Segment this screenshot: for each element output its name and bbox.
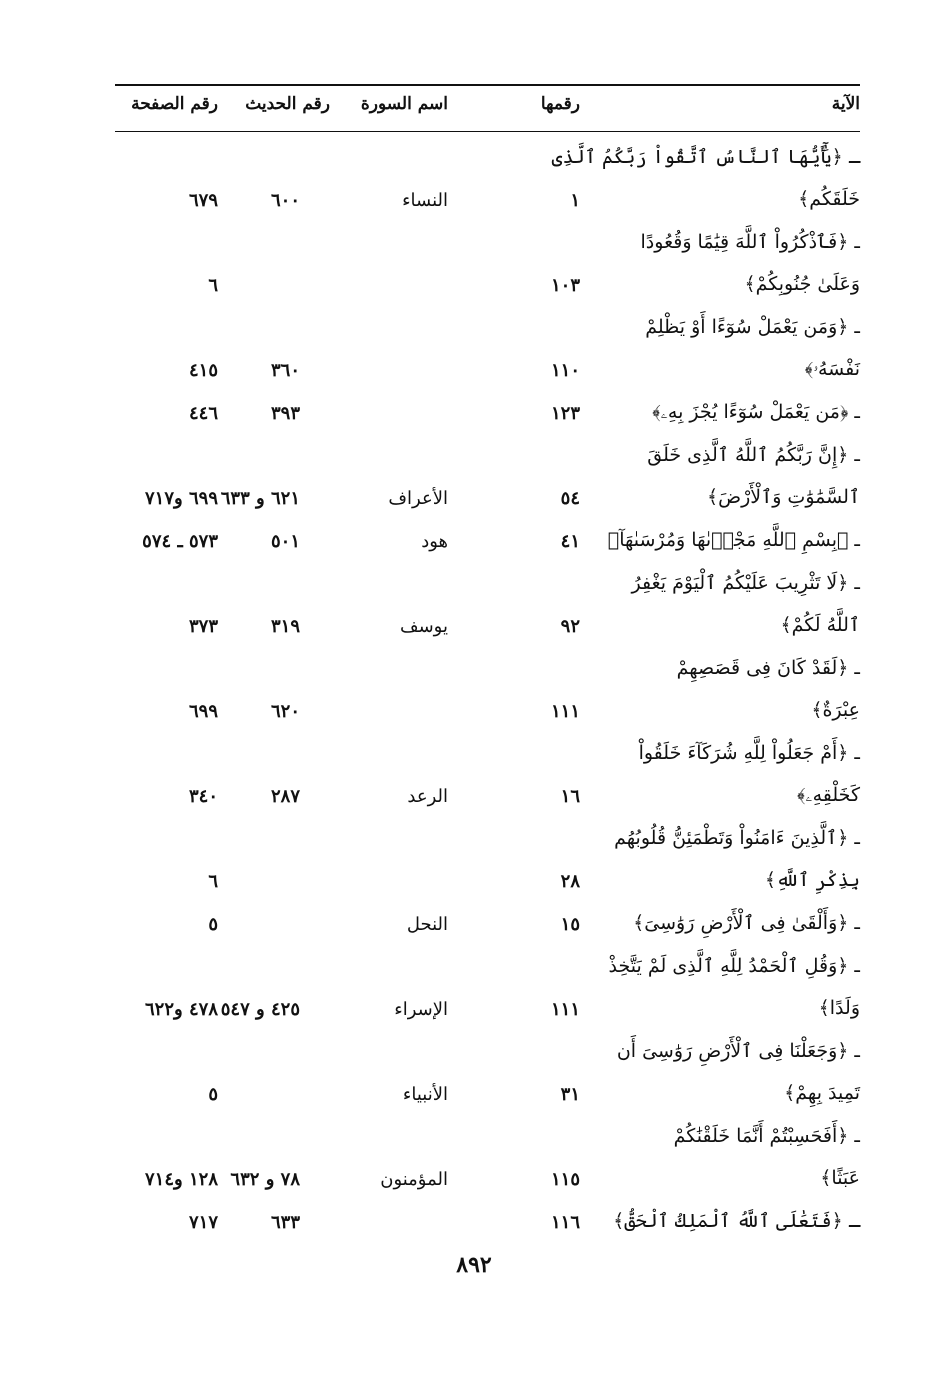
ayah-line: تَمِيدَ بِهِمْ﴾ (784, 1082, 860, 1104)
ayah-number: ١١٦ (550, 1212, 580, 1233)
ayah-line: ٱللَّهُ لَكُمْ﴾ (780, 614, 860, 636)
ayah-line: ـ ﴿بِسْمِ ٱللَّهِ مَجْر۪ىٰهَا وَمُرْسَىٰهَآ﴾ (607, 529, 860, 551)
ayah-line: ـ ﴿أَفَحَسِبْتُمْ أَنَّمَا خَلَقْنَٰكُمْ (673, 1125, 860, 1147)
page-ref: ٥ (208, 914, 218, 935)
ayah-line: بِذِكْرِ ٱللَّهِ﴾ (764, 869, 860, 891)
surah-name: يوسف (399, 616, 448, 637)
hadith-number: ٢٨٧ (270, 786, 300, 807)
ayah-line: ـ ﴿وَقُلِ ٱلْحَمْدُ لِلَّهِ ٱلَّذِى لَمْ يَتَّخِذْ (608, 955, 860, 977)
header-ayah: الآية (831, 94, 860, 114)
ayah-line: ـ ﴿ٱلَّذِينَ ءَامَنُواْ وَتَطْمَئِنُّ قُلُوبُهُم (614, 827, 860, 849)
ayah-number: ١١١ (550, 999, 580, 1020)
ayah-number: ٩٢ (560, 616, 580, 637)
header-hadith: رقم الحديث (245, 94, 330, 114)
page-ref: ٤٤٦ (188, 403, 218, 424)
ayah-number: ٤١ (560, 531, 580, 552)
hadith-number: ٣٩٣ (270, 403, 300, 424)
page-ref: ٦ (208, 275, 218, 296)
ayah-line: وَلَدًا﴾ (818, 997, 860, 1019)
ayah-number: ١١١ (550, 701, 580, 722)
hadith-number: ٦٢١ و ٦٣٣ (220, 488, 300, 509)
header-page: رقم الصفحة (131, 94, 218, 114)
hadith-number: ٥٠١ (270, 531, 300, 552)
ayah-line: ـ ﴿وَمَن يَعْمَلْ سُوٓءًا أَوْ يَظْلِمْ (645, 316, 860, 338)
surah-name: الأنبياء (402, 1084, 448, 1105)
surah-name: الأعراف (388, 488, 448, 509)
ayah-line: عِبْرَةٌ﴾ (811, 699, 860, 721)
page-ref: ٥ (208, 1084, 218, 1105)
page-ref: ٦٩٩ (188, 701, 218, 722)
surah-name: هود (421, 531, 448, 552)
ayah-number: ١ (570, 190, 580, 211)
surah-name: النساء (402, 190, 448, 211)
ayah-number: ٢٨ (560, 871, 580, 892)
hadith-number: ٤٢٥ و ٥٤٧ (220, 999, 300, 1020)
ayah-number: ١١٥ (550, 1169, 580, 1190)
surah-name: الرعد (407, 786, 448, 807)
surah-name: النحل (406, 914, 448, 935)
ayah-line: ـ ﴿فَٱذْكُرُواْ ٱللَّهَ قِيَٰمًا وَقُعُودًا (640, 231, 860, 253)
page-ref: ٣٧٣ (188, 616, 218, 637)
ayah-number: ٣١ (560, 1084, 580, 1105)
hadith-number: ٣١٩ (270, 616, 300, 637)
page-ref: ٦٧٩ (188, 190, 218, 211)
ayah-line: ـ ﴿إِنَّ رَبَّكُمُ ٱللَّهُ ٱلَّذِى خَلَقَ (647, 444, 860, 466)
header-surah: اسم السورة (360, 94, 448, 114)
header-number: رقمها (540, 94, 580, 114)
ayah-number: ١٦ (560, 786, 580, 807)
page-ref: ٦٩٩ و٧١٧ (145, 488, 218, 509)
ayah-line: كَخَلْقِهِۦ﴾ (796, 784, 860, 806)
ayah-line: ـ ﴿مَن يَعْمَلْ سُوٓءًا يُجْزَ بِهِۦ﴾ (652, 401, 860, 423)
surah-name: الإسراء (394, 999, 448, 1020)
page-ref: ٥٧٣ ـ ٥٧٤ (142, 531, 218, 552)
ayah-line: ـ ﴿لَا تَثْرِيبَ عَلَيْكُمُ ٱلْيَوْمَ يَغْفِرُ (631, 572, 860, 594)
ayah-line: خَلَقَكُم﴾ (798, 188, 860, 210)
ayah-line: عَبَثًا﴾ (820, 1167, 860, 1189)
page-ref: ٤٧٨ و٦٢٢ (145, 999, 218, 1020)
hadith-number: ٦٠٠ (270, 190, 300, 211)
ayah-number: ١٥ (560, 914, 580, 935)
ayah-number: ١٠٣ (550, 275, 580, 296)
page-ref: ١٢٨ و٧١٤ (145, 1169, 218, 1190)
ayah-number: ١٢٣ (550, 403, 580, 424)
ayah-number: ٥٤ (560, 488, 580, 509)
hadith-number: ٣٦٠ (270, 360, 300, 381)
page-ref: ٧١٧ (188, 1212, 218, 1233)
ayah-line: ـ ﴿لَقَدْ كَانَ فِى قَصَصِهِمْ (676, 657, 860, 679)
ayah-line: وَعَلَىٰ جُنُوبِكُمْ﴾ (744, 273, 860, 295)
surah-name: المؤمنون (380, 1169, 448, 1190)
hadith-number: ٦٣٣ (270, 1212, 300, 1233)
ayah-line: ـ ﴿أَمْ جَعَلُواْ لِلَّهِ شُرَكَآءَ خَلَقُواْ (638, 742, 860, 764)
hadith-number: ٧٨ و ٦٣٢ (230, 1169, 300, 1190)
page-ref: ٤١٥ (188, 360, 218, 381)
ayah-line: ـ ﴿وَجَعَلْنَا فِى ٱلْأَرْضِ رَوَٰسِىَ أَن (616, 1040, 860, 1062)
page-ref: ٣٤٠ (188, 786, 218, 807)
ayah-line: ٱلسَّمَٰوَٰتِ وَٱلْأَرْضَ﴾ (706, 486, 860, 508)
hadith-number: ٦٢٠ (270, 701, 300, 722)
ayah-number: ١١٠ (550, 360, 580, 381)
ayah-line: نَفْسَهُۥ﴾ (804, 358, 860, 380)
page-number: ٨٩٢ (456, 1252, 492, 1278)
ayah-line: ـ ﴿يَٰٓأَيُّهَا ٱلنَّاسُ ٱتَّقُواْ رَبَّكُمُ ٱلَّذِى (551, 146, 860, 168)
ayah-line: ـ ﴿وَأَلْقَىٰ فِى ٱلْأَرْضِ رَوَٰسِىَ﴾ (633, 912, 860, 934)
page-ref: ٦ (208, 871, 218, 892)
ayah-line: ـ ﴿فَتَعَٰلَى ٱللَّهُ ٱلْمَلِكُ ٱلْحَقُّ﴾ (613, 1210, 860, 1232)
